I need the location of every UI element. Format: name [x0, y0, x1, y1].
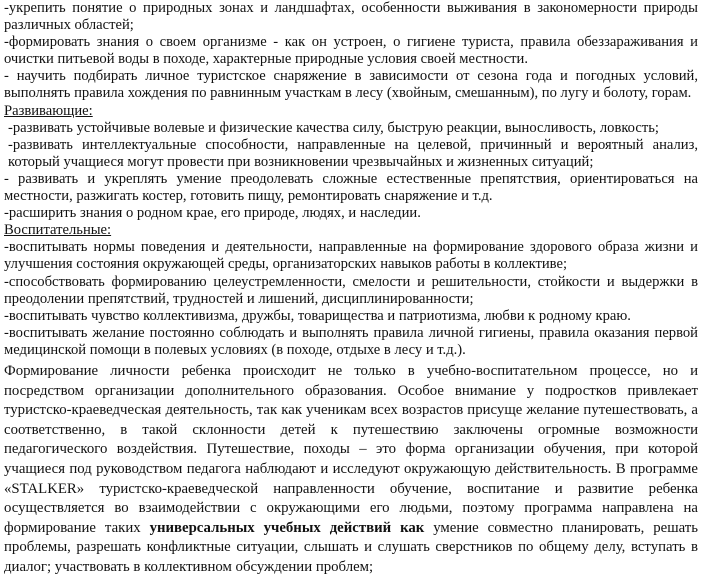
- developing-item: - развивать и укреплять умение преодолевать сложные естественные препятствия, ориентироваться на местности, разжигать костер, готовить пищу, ремонтировать снаряжение и т.д.: [4, 170, 698, 205]
- educational-heading: Воспитательные:: [4, 222, 112, 239]
- objective-item: -формировать знания о своем организме - как он устроен, о гигиене туриста, правила обеззараживания и очистки питьевой воды в походе, характерные природные условия своей местности.: [4, 34, 698, 68]
- objective-item: -укрепить понятие о природных зонах и ландшафтах, особенности выживания в закономерности природы различных областей;: [4, 0, 698, 34]
- educational-item: -воспитывать чувство коллективизма, дружбы, товарищества и патриотизма, любви к родному краю.: [4, 307, 631, 324]
- educational-item: -воспитывать желание постоянно соблюдать и выполнять правила личной гигиены, правила оказания первой медицинской помощи в полевых условиях (в походе, отдыхе в лесу и т.д.).: [4, 324, 698, 358]
- closing-text: Формирование личности ребенка происходит не только в учебно-воспитательном процессе, но и посредством организации дополнительного образования. Особое внимание у подростков привлекает туристско-краеведческая деятельность, так как ученикам всех возрастов присуще желание путешествовать, а соответственно, в такой склонности детей к путешествию заключены огромные возможности педагогического воздействия. Путешествие, походы – это форма организации обучения, при которой учащиеся под руководством педагога наблюдают и исследуют окружающую действительность. В программе «STALKER» туристско-краеведческой направленности обучение, воспитание и развитие ребенка осуществляется во взаимодействии с окружающими его людьми, поэтому программа направлена на формирование таких: [4, 362, 698, 536]
- developing-item: -расширить знания о родном крае, его природе, людях, и наследии.: [4, 205, 421, 222]
- developing-item: -развивать устойчивые волевые и физические качества силу, быструю реакции, выносливость, ловкость;: [8, 119, 659, 136]
- objective-item: - научить подбирать личное туристское снаряжение в зависимости от сезона года и погодных условий, выполнять правила хождения по равнинным участкам в лесу (хвойным, смешанным), по лугу и болоту, горам.: [4, 68, 698, 102]
- closing-paragraph: [4, 362, 698, 578]
- educational-item: -воспитывать нормы поведения и деятельности, направленные на формирование здорового образа жизни и улучшения состояния окружающей среды, организаторских навыков работы в коллективе;: [4, 239, 698, 273]
- educational-item: -способствовать формированию целеустремленности, смелости и решительности, стойкости и выдержки в преодолении препятствий, трудностей и лишений, дисциплинированности;: [4, 273, 698, 307]
- developing-heading: Развивающие:: [4, 102, 93, 119]
- closing-text-end: умение совместно планировать, решать проблемы, разрешать конфликтные ситуации, слышать и слушать сверстников по общему делу, вступать в диалог; участвовать в коллективном обсуждении проблем;: [4, 519, 698, 575]
- developing-item: -развивать интеллектуальные способности, направленные на целевой, причинный и вероятный анализ, который учащиеся могут провести при возникновении чрезвычайных и жизненных ситуаций;: [8, 136, 698, 170]
- closing-bold-text: универсальных учебных действий как: [149, 519, 425, 536]
